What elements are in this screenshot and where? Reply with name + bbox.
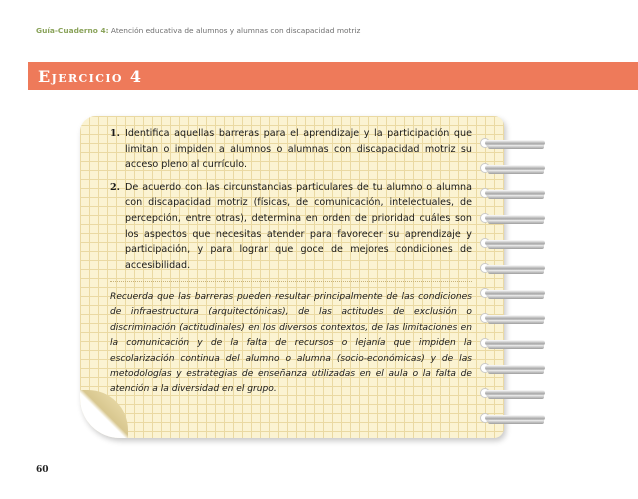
running-header	[36, 26, 616, 35]
binder-ring	[480, 385, 550, 401]
spiral-binding-icon	[480, 125, 554, 435]
exercise-instructions	[110, 126, 472, 280]
exercise-banner	[28, 62, 638, 90]
header-subtitle: Atención educativa de alumnos y alumnas con discapacidad motriz	[110, 26, 361, 35]
item-number: 1.	[110, 128, 121, 139]
binder-ring	[480, 310, 550, 326]
binder-ring	[480, 185, 550, 201]
series-label: Guía-Cuaderno 4:	[36, 26, 109, 35]
binder-ring	[480, 285, 550, 301]
item-number: 2.	[110, 181, 121, 193]
binder-ring	[480, 410, 550, 426]
binder-ring	[480, 360, 550, 376]
binder-ring	[480, 210, 550, 226]
instruction-item-1	[110, 126, 472, 173]
item-text: Identifica aquellas barreras para el aprendizaje y la participación que limitan o impiden a alumnos o alumnas con discapacidad motriz su acceso pleno al currículo.	[125, 128, 472, 171]
binder-ring	[480, 160, 550, 176]
binder-ring	[480, 335, 550, 351]
binder-ring	[480, 135, 550, 151]
instruction-item-2	[110, 180, 472, 274]
note-divider	[110, 281, 472, 282]
exercise-title: Ejercicio 4	[38, 67, 143, 86]
item-text: De acuerdo con las circunstancias particulares de tu alumno o alumna con discapacidad motriz (físicas, de comunicación, intelectuales, de percepción, entre otras), determina en orden de prioridad cuáles son los aspectos que necesitas atender para favorecer su aprendizaje y participación, y para lograr que goce de mejores condiciones de accesibilidad.	[125, 181, 472, 271]
binder-ring	[480, 235, 550, 251]
reminder-note: Recuerda que las barreras pueden resultar principalmente de las condiciones de infraestructura (arquitectónicas), de las actitudes de exclusión o discriminación (actitudinales) en los diversos contextos, de las limitaciones en la comunicación y de la falta de recursos o lejanía que impiden la escolarización continua del alumno o alumna (socio-económicas) y de las metodologías y estrategias de enseñanza utilizadas en el aula o la falta de atención a la diversidad en el grupo.	[110, 292, 472, 395]
binder-ring	[480, 260, 550, 276]
page-number: 60	[36, 465, 49, 475]
